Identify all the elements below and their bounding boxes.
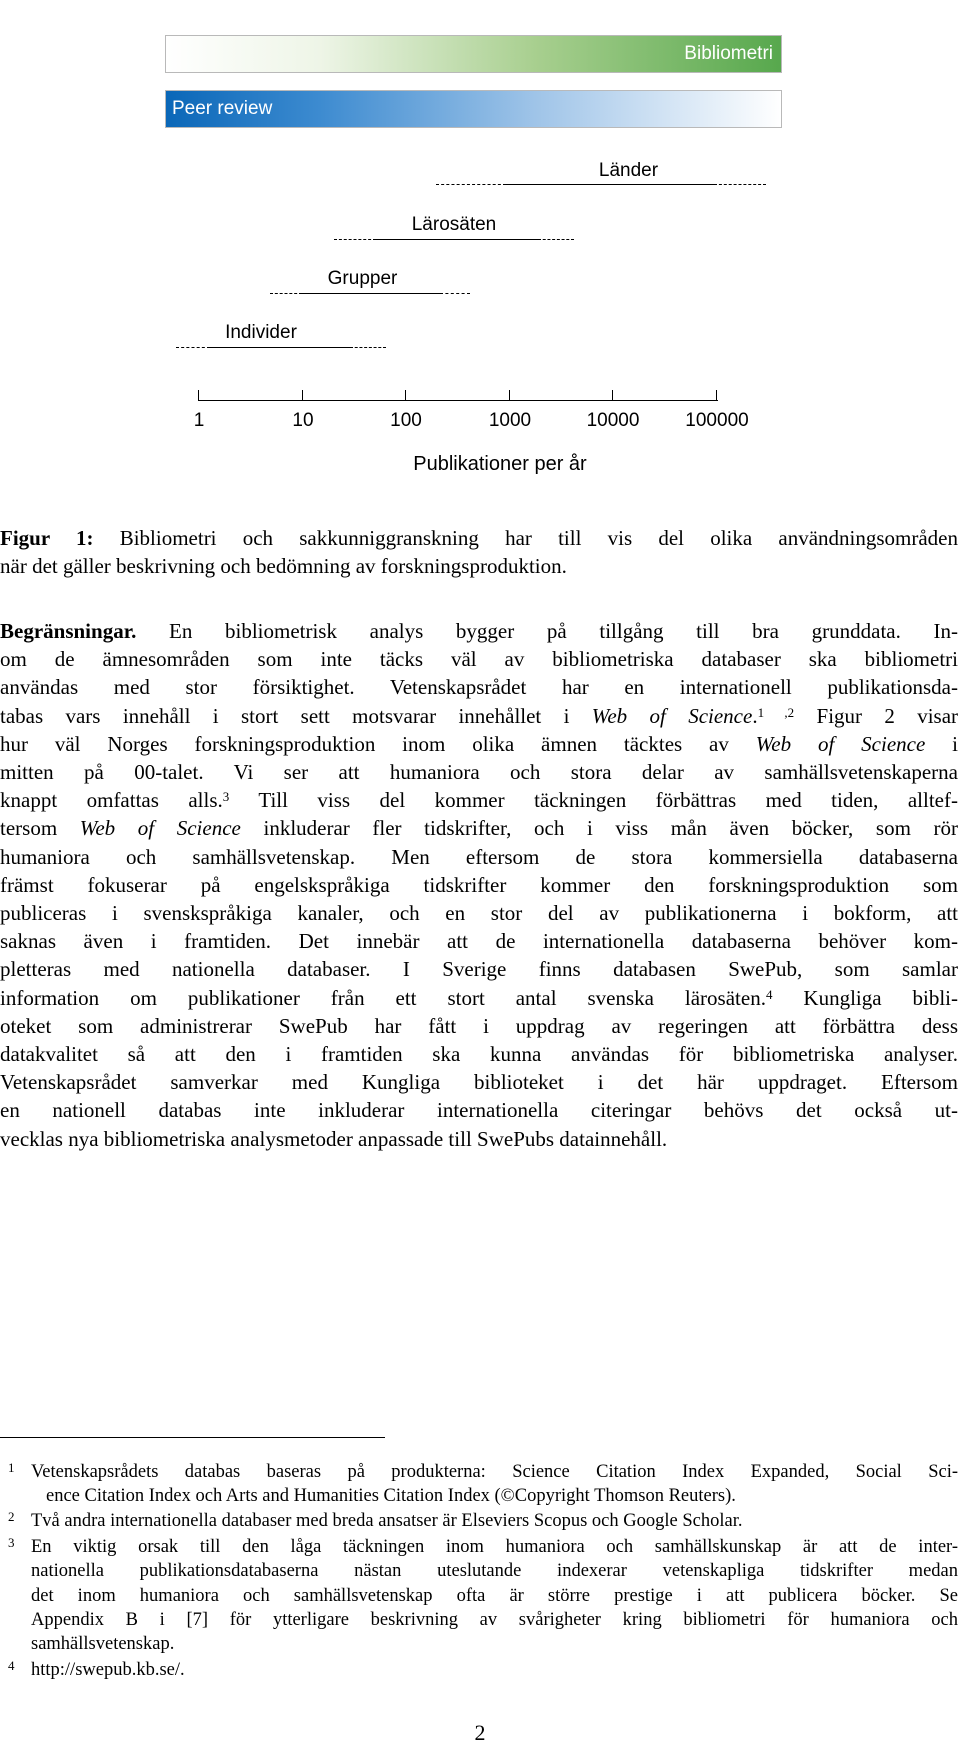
range-lander [436, 160, 766, 194]
peer-review-bar [165, 90, 782, 128]
body-line: vecklas nya bibliometriska analysmetoder anpassade till SwePubs datainnehåll. [0, 1126, 668, 1151]
axis-tick-label: 1000 [488, 410, 532, 431]
range-individer [176, 322, 386, 356]
axis-tick-label: 10000 [586, 410, 640, 431]
axis-tick [509, 390, 510, 401]
range-larosaten [334, 214, 574, 248]
caption-label: Figur 1: [0, 526, 94, 550]
body-line: datakvalitet så att den i framtiden ska kunna användas för bibliometriska analyser. [0, 1042, 958, 1067]
bibliometri-bar [165, 35, 782, 73]
footnote-line: det inom humaniora och samhällsvetenskap ofta är större prestige i att publicera böcker. Se [31, 1585, 958, 1606]
body-line: knappt omfattas alls. [0, 788, 223, 813]
range-grupper-label: Grupper [327, 268, 398, 289]
web-of-science: Web of Science [591, 703, 753, 728]
axis-title: Publikationer per år [413, 453, 587, 475]
body-line: Kungliga bibli- [803, 985, 958, 1010]
body-line: Figur 2 visar [816, 703, 959, 728]
axis-tick [612, 390, 613, 401]
page-number: 2 [474, 1720, 486, 1745]
axis-tick-label: 100000 [685, 410, 749, 431]
x-axis [198, 390, 718, 404]
footnote-rule [0, 1437, 385, 1438]
footnote-ref: 4 [765, 986, 773, 1002]
figure-caption [0, 524, 958, 580]
footnote-line: nationella publikationsdatabaserna nästan uteslutande indexerar vetenskapliga tidskrifter medan [31, 1561, 958, 1582]
footnote-number: 3 [8, 1535, 15, 1550]
footnote-line: Vetenskapsrådets databas baseras på produkterna: Science Citation Index Expanded, Social Sci- [31, 1462, 958, 1482]
body-line: hur väl Norges forskningsproduktion inom olika ämnen täcktes av [0, 731, 729, 756]
footnote-ref: 1 ,2 [757, 704, 795, 720]
footnote-line: Två andra internationella databaser med breda ansatser är Elseviers Scopus och Google Scholar. [31, 1511, 743, 1531]
body-line: främst fokuserar på engelskspråkiga tidskrifter kommer den forskningsproduktion som [0, 872, 958, 897]
footnote-line: ence Citation Index och Arts and Humanities Citation Index (©Copyright Thomson Reuters). [46, 1486, 736, 1507]
body-line: om de ämnesområden som inte täcks väl av bibliometriska databaser ska bibliometri [0, 647, 958, 672]
footnote-line: samhällsvetenskap. [31, 1634, 175, 1655]
body-line: inkluderar fler tidskrifter, och i viss mån även böcker, som rör [263, 816, 959, 841]
bibliometri-label: Bibliometri [684, 43, 773, 64]
axis-tick [716, 390, 717, 401]
caption-line: när det gäller beskrivning och bedömning av forskningsproduktion. [0, 554, 567, 579]
body-line: publiceras i svenskspråkiga kanaler, och en stor del av publikationerna i bokform, att [0, 901, 958, 926]
footnote-line: http://swepub.kb.se/. [31, 1660, 185, 1680]
figure-1 [0, 0, 960, 500]
footnote-number: 2 [8, 1509, 15, 1524]
body-line: oteket som administrerar SwePub har fått i uppdrag av regeringen att förbättra dess [0, 1013, 958, 1038]
body-line: i [952, 731, 958, 756]
range-lander-label: Länder [598, 160, 659, 181]
peer-review-label: Peer review [172, 98, 273, 119]
axis-tick-label: 1 [193, 410, 205, 431]
axis-tick [198, 390, 199, 401]
axis-tick-label: 10 [292, 410, 314, 431]
body-line: pletteras med nationella databaser. I Sverige finns databasen SwePub, som samlar [0, 957, 958, 982]
body-line: en nationell databas inte inkluderar internationella citeringar behövs det också ut- [0, 1098, 958, 1123]
section-heading: Begränsningar. [0, 619, 137, 643]
body-line: Vetenskapsrådet samverkar med Kungliga biblioteket i det här uppdraget. Eftersom [0, 1070, 958, 1095]
body-line: saknas även i framtiden. Det innebär att de internationella databaserna behöver kom- [0, 929, 958, 954]
caption-line: Bibliometri och sakkunniggranskning har till vis del olika användningsområden [119, 526, 959, 550]
body-line: Till viss del kommer täckningen förbättras med tiden, alltef- [258, 788, 958, 813]
body-line: En bibliometrisk analys bygger på tillgång till bra grunddata. In- [169, 619, 958, 643]
footnote-number: 1 [8, 1460, 15, 1475]
footnote-number: 4 [8, 1658, 15, 1673]
web-of-science: Web of Science [755, 731, 926, 756]
web-of-science: Web of Science [79, 816, 241, 841]
body-line: användas med stor försiktighet. Vetenskapsrådet har en internationell publikationsda- [0, 675, 958, 700]
footnote-ref: 3 [222, 789, 230, 805]
body-line: tabas vars innehåll i stort sett motsvarar innehållet i [0, 703, 570, 728]
body-line: humaniora och samhällsvetenskap. Men eftersom de stora kommersiella databaserna [0, 844, 958, 869]
axis-tick-label: 100 [390, 410, 422, 431]
axis-tick [405, 390, 406, 401]
range-grupper [270, 268, 470, 302]
range-individer-label: Individer [225, 322, 297, 343]
body-line: mitten på 00-talet. Vi ser att humaniora och stora delar av samhällsvetenskaperna [0, 760, 958, 785]
footnote-line: En viktig orsak till den låga täckningen inom humaniora och samhällskunskap är att de inter- [31, 1537, 958, 1557]
body-line: tersom [0, 816, 58, 841]
body-line: information om publikationer från ett stort antal svenska lärosäten. [0, 985, 766, 1010]
body-paragraph: Begränsningar. En bibliometrisk analys bygger på tillgång till bra grunddata. In- om de ämnesområden som inte täcks väl av bibliometriska databaser ska bibliometri användas med stor försiktighet. Vetenskapsrådet har en internationell publikationsda- tabas vars innehåll i stort sett motsvarar innehållet i Web of Science.$^{1 ,2}$ Figur 2 visar hur väl Norges forskningsproduktion inom olika ämnen täcktes av Web of Science i mitten på 00-talet. Vi ser att humaniora och stora delar av samhällsvetenskaperna knappt omfattas alls.$^3$ Till viss del kommer täckningen förbättras med tiden, alltef- tersom Web of Science inkluderar fler tidskrifter, och i viss mån även böcker, som rör humaniora och samhällsvetenskap. Men eftersom de stora kommersiella databaserna främst fokuserar på engelskspråkiga tidskrifter kommer den forskningsproduktion som publiceras i svenskspråkiga kanaler, och en stor del av publikationerna i bokform, att saknas även i framtiden. Det innebär att de internationella databaserna behöver kom- pletteras med nationella databaser. I Sverige finns databasen SwePub, som samlar information om publikationer från ett stort antal svenska lärosäten.$^4$ Kungliga bibli- oteket som administrerar SwePub har fått i uppdrag av regeringen att förbättra dess datakvalitet så att den i framtiden ska kunna användas för bibliometriska analyser. Vetenskapsrådet samverkar med Kungliga biblioteket i det här uppdraget. Eftersom en nationell databas inte inkluderar internationella citeringar behövs det också ut- vecklas nya bibliometriska analysmetoder anpassade till SwePubs datainnehåll. [0, 617, 958, 1153]
range-larosaten-label: Lärosäten [411, 214, 497, 235]
axis-tick [302, 390, 303, 401]
footnote-line: Appendix B i [7] för ytterligare beskrivning av svårigheter kring bibliometri för humaniora och [31, 1609, 958, 1630]
